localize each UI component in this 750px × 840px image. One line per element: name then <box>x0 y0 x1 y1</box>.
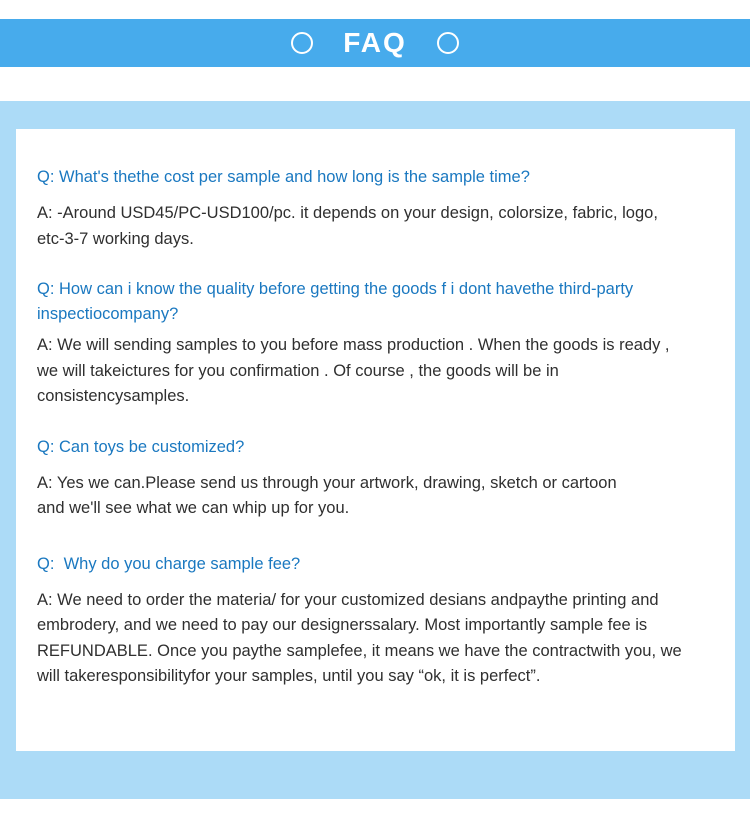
faq-answer: A: -Around USD45/PC-USD100/pc. it depends on your design, colorsize, fabric, logo, etc-3-7 working days. <box>37 204 658 248</box>
circle-right-icon <box>437 32 459 54</box>
faq-question: Q: What's thethe cost per sample and how long is the sample time? <box>37 168 530 186</box>
faq-item <box>37 435 715 522</box>
faq-answer: A: Yes we can.Please send us through your artwork, drawing, sketch or cartoon and we'll see what we can whip up for you. <box>37 473 617 517</box>
faq-banner <box>0 19 750 67</box>
faq-question: Q: How can i know the quality before getting the goods f i dont havethe third-party inspectiocompany? <box>37 280 634 323</box>
circle-left-icon <box>291 32 313 54</box>
faq-item <box>37 277 715 410</box>
faq-item <box>37 552 715 690</box>
faq-item <box>37 165 715 252</box>
faq-question: Q: Can toys be customized? <box>37 437 245 456</box>
faq-answer: A: We need to order the materia/ for your customized desians andpaythe printing and embrodery, and we need to pay our designerssalary. Most importantly sample fee is REFUNDABLE. Once you paythe samplefee, it means we have the contractwith you, we will takeresponsibilityfor your samples, until you say “ok, it is perfect”. <box>37 590 682 685</box>
faq-card <box>16 129 735 751</box>
faq-question: Q: Why do you charge sample fee? <box>37 554 301 573</box>
faq-title: FAQ <box>343 27 407 58</box>
faq-answer: A: We will sending samples to you before mass production . When the goods is ready , we will takeictures for you confirmation . Of course , the goods will be in consistencysamples. <box>37 336 670 405</box>
